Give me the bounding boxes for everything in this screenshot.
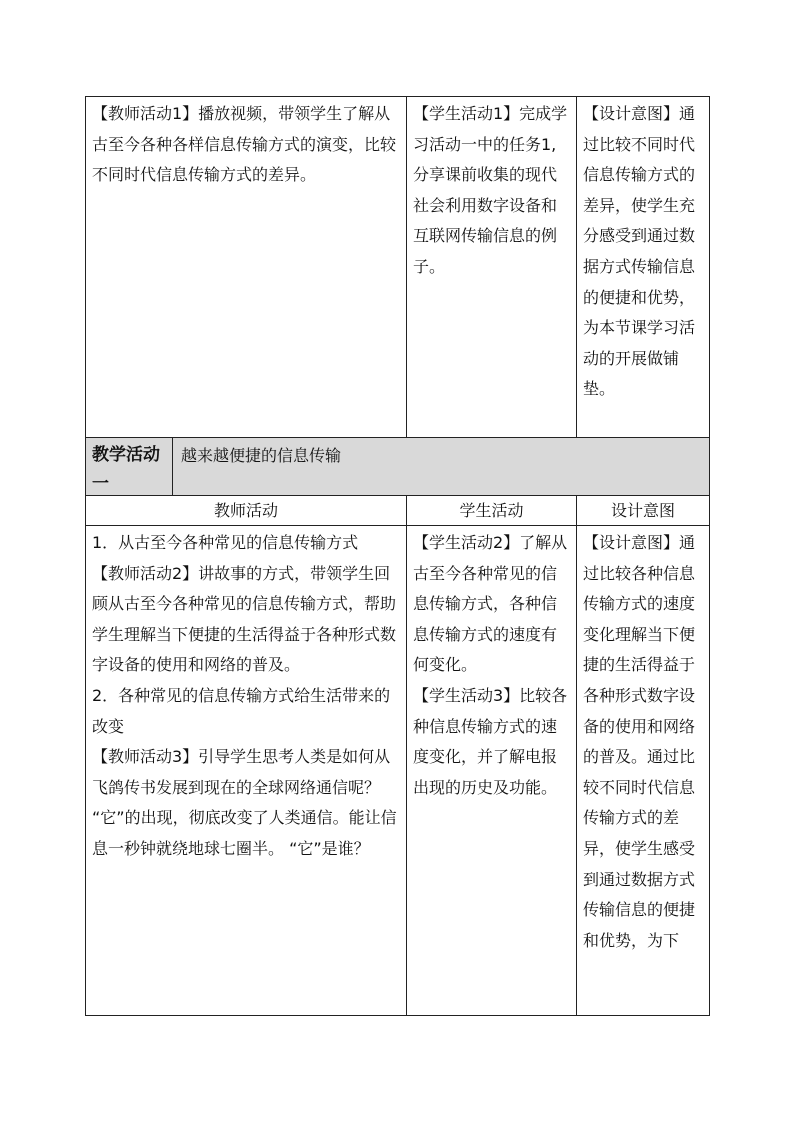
- column-header-row: [86, 496, 710, 526]
- header-design: 设计意图: [577, 496, 710, 526]
- header-student: 学生活动: [407, 496, 577, 526]
- design-intent-cell: [577, 526, 710, 1016]
- student-activity-2-text: 【学生活动2】了解从古至今各种常见的信息传输方式，各种信息传输方式的速度有何变化。: [413, 533, 568, 675]
- teacher-activity-1-text: 【教师活动1】播放视频，带领学生了解从古至今各种各样信息传输方式的演变，比较不同时代信息传输方式的差异。: [92, 104, 397, 185]
- header-teacher: 教师活动: [86, 496, 407, 526]
- student-activity-cell: [407, 526, 577, 1016]
- lesson-plan-table: [85, 96, 710, 1016]
- teacher-activity-cell: [86, 97, 407, 438]
- teacher-heading-2: 2．各种常见的信息传输方式给生活带来的改变: [92, 685, 391, 736]
- teacher-activity-2-text: 【教师活动2】讲故事的方式，带领学生回顾从古至今各种常见的信息传输方式，帮助学生理解当下便捷的生活得益于各种形式数字设备的使用和网络的普及。: [92, 563, 397, 675]
- teacher-activity-3-text: 【教师活动3】引导学生思考人类是如何从飞鸽传书发展到现在的全球网络通信呢？ “它”的出现，彻底改变了人类通信。能让信息一秒钟就绕地球七圈半。 “它”是谁？: [92, 747, 397, 858]
- teacher-heading-1: 1．从古至今各种常见的信息传输方式: [92, 533, 359, 552]
- student-activity-cell: [407, 97, 577, 438]
- student-activity-1-text: 【学生活动1】完成学习活动一中的任务1,分享课前收集的现代社会利用数字设备和互联网传输信息的例子。: [413, 104, 568, 276]
- section-label: 教学活动一: [86, 438, 173, 495]
- student-activity-3-text: 【学生活动3】比较各种信息传输方式的速度变化，并了解电报出现的历史及功能。: [413, 685, 568, 797]
- section-header-row: [86, 438, 710, 496]
- teacher-activity-cell: [86, 526, 407, 1016]
- design-intent-1-text: 【设计意图】通过比较不同时代信息传输方式的差异，使学生充分感受到通过数据方式传输信息的便捷和优势，为本节课学习活动的开展做铺垫。: [583, 104, 696, 399]
- design-intent-2-text: 【设计意图】通过比较各种信息传输方式的速度变化理解当下便捷的生活得益于各种形式数字设备的使用和网络的普及。通过比较不同时代信息传输方式的差异，使学生感受到通过数据方式传输信息的便捷和优势，为下: [583, 533, 696, 950]
- section-title: 越来越便捷的信息传输: [181, 446, 342, 465]
- design-intent-cell: [577, 97, 710, 438]
- section-header-cell: [86, 438, 710, 496]
- table-row: [86, 526, 710, 1016]
- table-row: [86, 97, 710, 438]
